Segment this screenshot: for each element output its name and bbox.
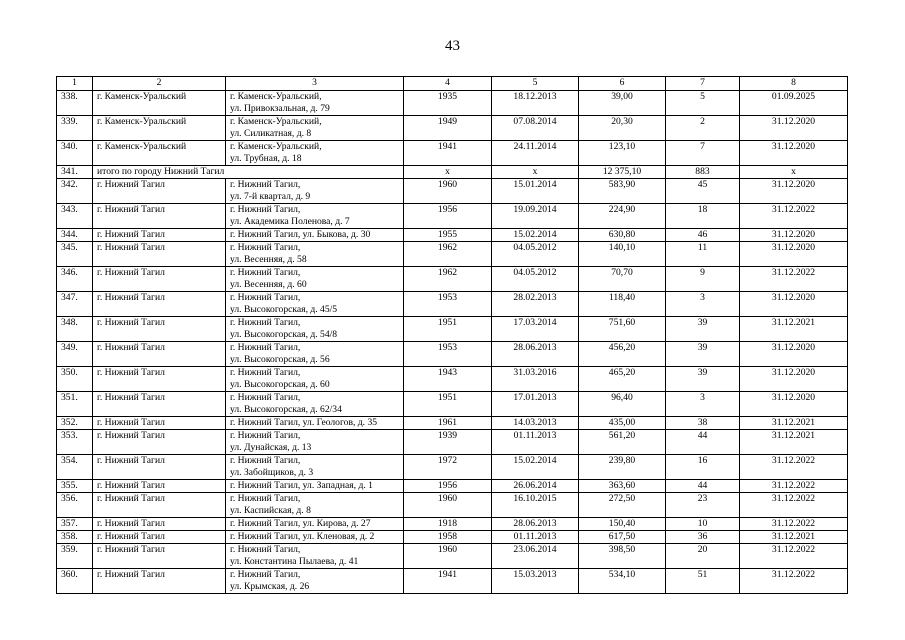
- address-cell: [226, 493, 404, 518]
- table-row: [57, 480, 848, 493]
- area-cell: 224,90: [579, 204, 666, 229]
- area-cell: 118,40: [579, 292, 666, 317]
- address-line: г. Каменск-Уральский,: [230, 116, 322, 127]
- count-cell: 39: [666, 317, 740, 342]
- date-cell: х: [492, 166, 579, 179]
- address-cell: [226, 292, 404, 317]
- address-line: г. Нижний Тагил,: [230, 267, 301, 278]
- address-line: ул. 7-й квартал, д. 9: [230, 191, 311, 202]
- count-cell: 36: [666, 531, 740, 544]
- address-cell: [226, 392, 404, 417]
- row-number-cell: 354.: [57, 455, 93, 480]
- count-cell: 883: [666, 166, 740, 179]
- address-line: г. Нижний Тагил,: [230, 493, 301, 504]
- table-row: [57, 455, 848, 480]
- address-line: г. Каменск-Уральский,: [230, 141, 322, 152]
- address-cell: [226, 242, 404, 267]
- address-line: г. Нижний Тагил,: [230, 342, 301, 353]
- year-cell: 1961: [404, 417, 492, 430]
- date-cell: 15.02.2014: [492, 455, 579, 480]
- year-cell: 1960: [404, 544, 492, 569]
- table-row: [57, 493, 848, 518]
- table-row: [57, 544, 848, 569]
- date-cell: 28.06.2013: [492, 342, 579, 367]
- area-cell: 617,50: [579, 531, 666, 544]
- area-cell: 70,70: [579, 267, 666, 292]
- date-cell: 28.06.2013: [492, 518, 579, 531]
- address-line: ул. Высокогорская, д. 54/8: [230, 329, 338, 340]
- address-line: ул. Силикатная, д. 8: [230, 128, 312, 139]
- date-cell: 14.03.2013: [492, 417, 579, 430]
- row-number-cell: 345.: [57, 242, 93, 267]
- table-row: [57, 518, 848, 531]
- count-cell: 44: [666, 480, 740, 493]
- deadline-cell: 31.12.2020: [740, 342, 848, 367]
- address-line: г. Нижний Тагил,: [230, 455, 301, 466]
- deadline-cell: 31.12.2021: [740, 531, 848, 544]
- page-number: 43: [445, 38, 460, 54]
- deadline-cell: 31.12.2022: [740, 204, 848, 229]
- address-line: г. Нижний Тагил,: [230, 367, 301, 378]
- count-cell: 16: [666, 455, 740, 480]
- date-cell: 28.02.2013: [492, 292, 579, 317]
- table-row: [57, 204, 848, 229]
- deadline-cell: 31.12.2020: [740, 292, 848, 317]
- count-cell: 23: [666, 493, 740, 518]
- count-cell: 3: [666, 292, 740, 317]
- city-cell: г. Нижний Тагил: [93, 518, 226, 531]
- year-cell: 1951: [404, 392, 492, 417]
- row-number-cell: 351.: [57, 392, 93, 417]
- address-line: г. Нижний Тагил,: [230, 292, 301, 303]
- row-number-cell: 357.: [57, 518, 93, 531]
- address-cell: [226, 317, 404, 342]
- deadline-cell: 31.12.2022: [740, 544, 848, 569]
- row-number-cell: 346.: [57, 267, 93, 292]
- area-cell: 751,60: [579, 317, 666, 342]
- row-number-cell: 343.: [57, 204, 93, 229]
- area-cell: 561,20: [579, 430, 666, 455]
- count-cell: 11: [666, 242, 740, 267]
- row-number-cell: 344.: [57, 229, 93, 242]
- column-header-3: 3: [226, 77, 404, 91]
- date-cell: 26.06.2014: [492, 480, 579, 493]
- year-cell: 1962: [404, 242, 492, 267]
- count-cell: 18: [666, 204, 740, 229]
- city-cell: г. Нижний Тагил: [93, 367, 226, 392]
- deadline-cell: 31.12.2020: [740, 229, 848, 242]
- area-cell: 363,60: [579, 480, 666, 493]
- city-cell: г. Нижний Тагил: [93, 342, 226, 367]
- city-cell: г. Каменск-Уральский: [93, 91, 226, 116]
- area-cell: 435,00: [579, 417, 666, 430]
- area-cell: 630,80: [579, 229, 666, 242]
- row-number-cell: 338.: [57, 91, 93, 116]
- area-cell: 96,40: [579, 392, 666, 417]
- row-number-cell: 342.: [57, 179, 93, 204]
- address-line: ул. Академика Поленова, д. 7: [230, 216, 350, 227]
- area-cell: 456,20: [579, 342, 666, 367]
- table-row: [57, 267, 848, 292]
- year-cell: 1918: [404, 518, 492, 531]
- count-cell: 2: [666, 116, 740, 141]
- city-cell: г. Нижний Тагил: [93, 242, 226, 267]
- count-cell: 20: [666, 544, 740, 569]
- count-cell: 44: [666, 430, 740, 455]
- table-row: [57, 292, 848, 317]
- address-line: г. Нижний Тагил,: [230, 242, 301, 253]
- area-cell: 239,80: [579, 455, 666, 480]
- city-cell: г. Каменск-Уральский: [93, 116, 226, 141]
- city-cell: г. Нижний Тагил: [93, 480, 226, 493]
- date-cell: 31.03.2016: [492, 367, 579, 392]
- address-cell: [226, 267, 404, 292]
- area-cell: 20,30: [579, 116, 666, 141]
- count-cell: 5: [666, 91, 740, 116]
- deadline-cell: 31.12.2021: [740, 417, 848, 430]
- address-line: г. Нижний Тагил,: [230, 430, 301, 441]
- column-header-4: 4: [404, 77, 492, 91]
- address-line: г. Нижний Тагил, ул. Кленовая, д. 2: [230, 531, 375, 542]
- year-cell: 1960: [404, 493, 492, 518]
- date-cell: 17.03.2014: [492, 317, 579, 342]
- address-line: ул. Константина Пылаева, д. 41: [230, 556, 359, 567]
- year-cell: 1943: [404, 367, 492, 392]
- table-body: [57, 91, 848, 594]
- row-number-cell: 355.: [57, 480, 93, 493]
- count-cell: 9: [666, 267, 740, 292]
- table-row: [57, 166, 848, 179]
- year-cell: 1956: [404, 204, 492, 229]
- address-cell: [226, 455, 404, 480]
- table-row: [57, 116, 848, 141]
- city-cell: г. Нижний Тагил: [93, 229, 226, 242]
- deadline-cell: 31.12.2020: [740, 141, 848, 166]
- deadline-cell: 31.12.2021: [740, 430, 848, 455]
- address-line: г. Нижний Тагил, ул. Геологов, д. 35: [230, 417, 378, 428]
- year-cell: 1972: [404, 455, 492, 480]
- date-cell: 01.11.2013: [492, 531, 579, 544]
- address-cell: [226, 518, 404, 531]
- date-cell: 15.02.2014: [492, 229, 579, 242]
- row-number-cell: 347.: [57, 292, 93, 317]
- address-line: ул. Весенняя, д. 60: [230, 279, 307, 290]
- column-header-6: 6: [579, 77, 666, 91]
- deadline-cell: 31.12.2020: [740, 116, 848, 141]
- table-row: [57, 179, 848, 204]
- area-cell: 150,40: [579, 518, 666, 531]
- deadline-cell: 31.12.2022: [740, 480, 848, 493]
- table-row: [57, 141, 848, 166]
- area-cell: 123,10: [579, 141, 666, 166]
- city-cell: г. Нижний Тагил: [93, 531, 226, 544]
- address-line: г. Нижний Тагил,: [230, 569, 301, 580]
- count-cell: 39: [666, 342, 740, 367]
- area-cell: 140,10: [579, 242, 666, 267]
- address-cell: [226, 480, 404, 493]
- table-row: [57, 317, 848, 342]
- table-row: [57, 417, 848, 430]
- address-cell: [226, 569, 404, 594]
- year-cell: 1953: [404, 292, 492, 317]
- row-number-cell: 341.: [57, 166, 93, 179]
- address-line: г. Нижний Тагил,: [230, 544, 301, 555]
- deadline-cell: 31.12.2021: [740, 317, 848, 342]
- date-cell: 17.01.2013: [492, 392, 579, 417]
- date-cell: 24.11.2014: [492, 141, 579, 166]
- count-cell: 38: [666, 417, 740, 430]
- deadline-cell: 31.12.2020: [740, 179, 848, 204]
- address-cell: [226, 141, 404, 166]
- address-line: г. Нижний Тагил, ул. Западная, д. 1: [230, 480, 373, 491]
- address-line: ул. Забойщиков, д. 3: [230, 467, 314, 478]
- year-cell: х: [404, 166, 492, 179]
- address-line: ул. Дунайская, д. 13: [230, 442, 312, 453]
- city-cell: г. Нижний Тагил: [93, 455, 226, 480]
- address-cell: [226, 229, 404, 242]
- year-cell: 1939: [404, 430, 492, 455]
- area-cell: 465,20: [579, 367, 666, 392]
- date-cell: 04.05.2012: [492, 242, 579, 267]
- year-cell: 1953: [404, 342, 492, 367]
- count-cell: 39: [666, 367, 740, 392]
- address-cell: [226, 91, 404, 116]
- address-line: г. Нижний Тагил, ул. Кирова, д. 27: [230, 518, 371, 529]
- area-cell: 583,90: [579, 179, 666, 204]
- count-cell: 3: [666, 392, 740, 417]
- column-header-5: 5: [492, 77, 579, 91]
- year-cell: 1935: [404, 91, 492, 116]
- area-cell: 39,00: [579, 91, 666, 116]
- table-row: [57, 569, 848, 594]
- table-row: [57, 430, 848, 455]
- city-cell: г. Нижний Тагил: [93, 392, 226, 417]
- deadline-cell: х: [740, 166, 848, 179]
- address-cell: [226, 342, 404, 367]
- address-cell: [226, 417, 404, 430]
- table-row: [57, 367, 848, 392]
- date-cell: 04.05.2012: [492, 267, 579, 292]
- city-cell: г. Нижний Тагил: [93, 544, 226, 569]
- address-line: г. Нижний Тагил, ул. Быкова, д. 30: [230, 229, 371, 240]
- address-cell: [226, 531, 404, 544]
- count-cell: 46: [666, 229, 740, 242]
- deadline-cell: 31.12.2022: [740, 493, 848, 518]
- city-cell: г. Нижний Тагил: [93, 417, 226, 430]
- row-number-cell: 339.: [57, 116, 93, 141]
- column-header-8: 8: [740, 77, 848, 91]
- city-cell: г. Каменск-Уральский: [93, 141, 226, 166]
- column-header-7: 7: [666, 77, 740, 91]
- year-cell: 1949: [404, 116, 492, 141]
- date-cell: 16.10.2015: [492, 493, 579, 518]
- address-line: ул. Высокогорская, д. 62/34: [230, 404, 342, 415]
- area-cell: 272,50: [579, 493, 666, 518]
- date-cell: 15.03.2013: [492, 569, 579, 594]
- table-row: [57, 242, 848, 267]
- city-cell: г. Нижний Тагил: [93, 430, 226, 455]
- year-cell: 1958: [404, 531, 492, 544]
- total-label-cell: итого по городу Нижний Тагил: [93, 166, 404, 179]
- year-cell: 1941: [404, 569, 492, 594]
- year-cell: 1955: [404, 229, 492, 242]
- housing-registry-table: [56, 76, 848, 594]
- year-cell: 1941: [404, 141, 492, 166]
- address-line: ул. Привокзальная, д. 79: [230, 103, 330, 114]
- date-cell: 23.06.2014: [492, 544, 579, 569]
- address-cell: [226, 204, 404, 229]
- table-row: [57, 91, 848, 116]
- year-cell: 1951: [404, 317, 492, 342]
- address-line: ул. Высокогорская, д. 45/5: [230, 304, 338, 315]
- address-line: г. Нижний Тагил,: [230, 392, 301, 403]
- date-cell: 18.12.2013: [492, 91, 579, 116]
- row-number-cell: 359.: [57, 544, 93, 569]
- city-cell: г. Нижний Тагил: [93, 569, 226, 594]
- area-cell: 12 375,10: [579, 166, 666, 179]
- address-cell: [226, 179, 404, 204]
- table-row: [57, 392, 848, 417]
- table-row: [57, 531, 848, 544]
- deadline-cell: 31.12.2020: [740, 242, 848, 267]
- deadline-cell: 31.12.2020: [740, 392, 848, 417]
- deadline-cell: 31.12.2022: [740, 569, 848, 594]
- city-cell: г. Нижний Тагил: [93, 267, 226, 292]
- city-cell: г. Нижний Тагил: [93, 179, 226, 204]
- table-row: [57, 342, 848, 367]
- address-line: г. Нижний Тагил,: [230, 204, 301, 215]
- deadline-cell: 31.12.2022: [740, 267, 848, 292]
- year-cell: 1960: [404, 179, 492, 204]
- city-cell: г. Нижний Тагил: [93, 204, 226, 229]
- count-cell: 7: [666, 141, 740, 166]
- row-number-cell: 353.: [57, 430, 93, 455]
- column-header-2: 2: [93, 77, 226, 91]
- address-cell: [226, 367, 404, 392]
- row-number-cell: 360.: [57, 569, 93, 594]
- address-line: ул. Крымская, д. 26: [230, 581, 310, 592]
- column-number-header-row: [57, 77, 848, 91]
- row-number-cell: 352.: [57, 417, 93, 430]
- deadline-cell: 01.09.2025: [740, 91, 848, 116]
- year-cell: 1956: [404, 480, 492, 493]
- area-cell: 398,50: [579, 544, 666, 569]
- count-cell: 45: [666, 179, 740, 204]
- city-cell: г. Нижний Тагил: [93, 317, 226, 342]
- address-cell: [226, 544, 404, 569]
- deadline-cell: 31.12.2020: [740, 367, 848, 392]
- date-cell: 19.09.2014: [492, 204, 579, 229]
- date-cell: 07.08.2014: [492, 116, 579, 141]
- table-row: [57, 229, 848, 242]
- address-line: ул. Высокогорская, д. 60: [230, 379, 330, 390]
- count-cell: 51: [666, 569, 740, 594]
- date-cell: 01.11.2013: [492, 430, 579, 455]
- date-cell: 15.01.2014: [492, 179, 579, 204]
- address-line: ул. Высокогорская, д. 56: [230, 354, 330, 365]
- deadline-cell: 31.12.2022: [740, 455, 848, 480]
- row-number-cell: 356.: [57, 493, 93, 518]
- column-header-1: 1: [57, 77, 93, 91]
- city-cell: г. Нижний Тагил: [93, 292, 226, 317]
- row-number-cell: 340.: [57, 141, 93, 166]
- address-line: г. Каменск-Уральский,: [230, 91, 322, 102]
- city-cell: г. Нижний Тагил: [93, 493, 226, 518]
- deadline-cell: 31.12.2022: [740, 518, 848, 531]
- row-number-cell: 349.: [57, 342, 93, 367]
- row-number-cell: 358.: [57, 531, 93, 544]
- area-cell: 534,10: [579, 569, 666, 594]
- address-line: ул. Весенняя, д. 58: [230, 254, 307, 265]
- address-line: ул. Трубная, д. 18: [230, 153, 302, 164]
- address-cell: [226, 430, 404, 455]
- address-line: г. Нижний Тагил,: [230, 317, 301, 328]
- row-number-cell: 350.: [57, 367, 93, 392]
- address-line: г. Нижний Тагил,: [230, 179, 301, 190]
- address-cell: [226, 116, 404, 141]
- address-line: ул. Каспийская, д. 8: [230, 505, 311, 516]
- year-cell: 1962: [404, 267, 492, 292]
- row-number-cell: 348.: [57, 317, 93, 342]
- count-cell: 10: [666, 518, 740, 531]
